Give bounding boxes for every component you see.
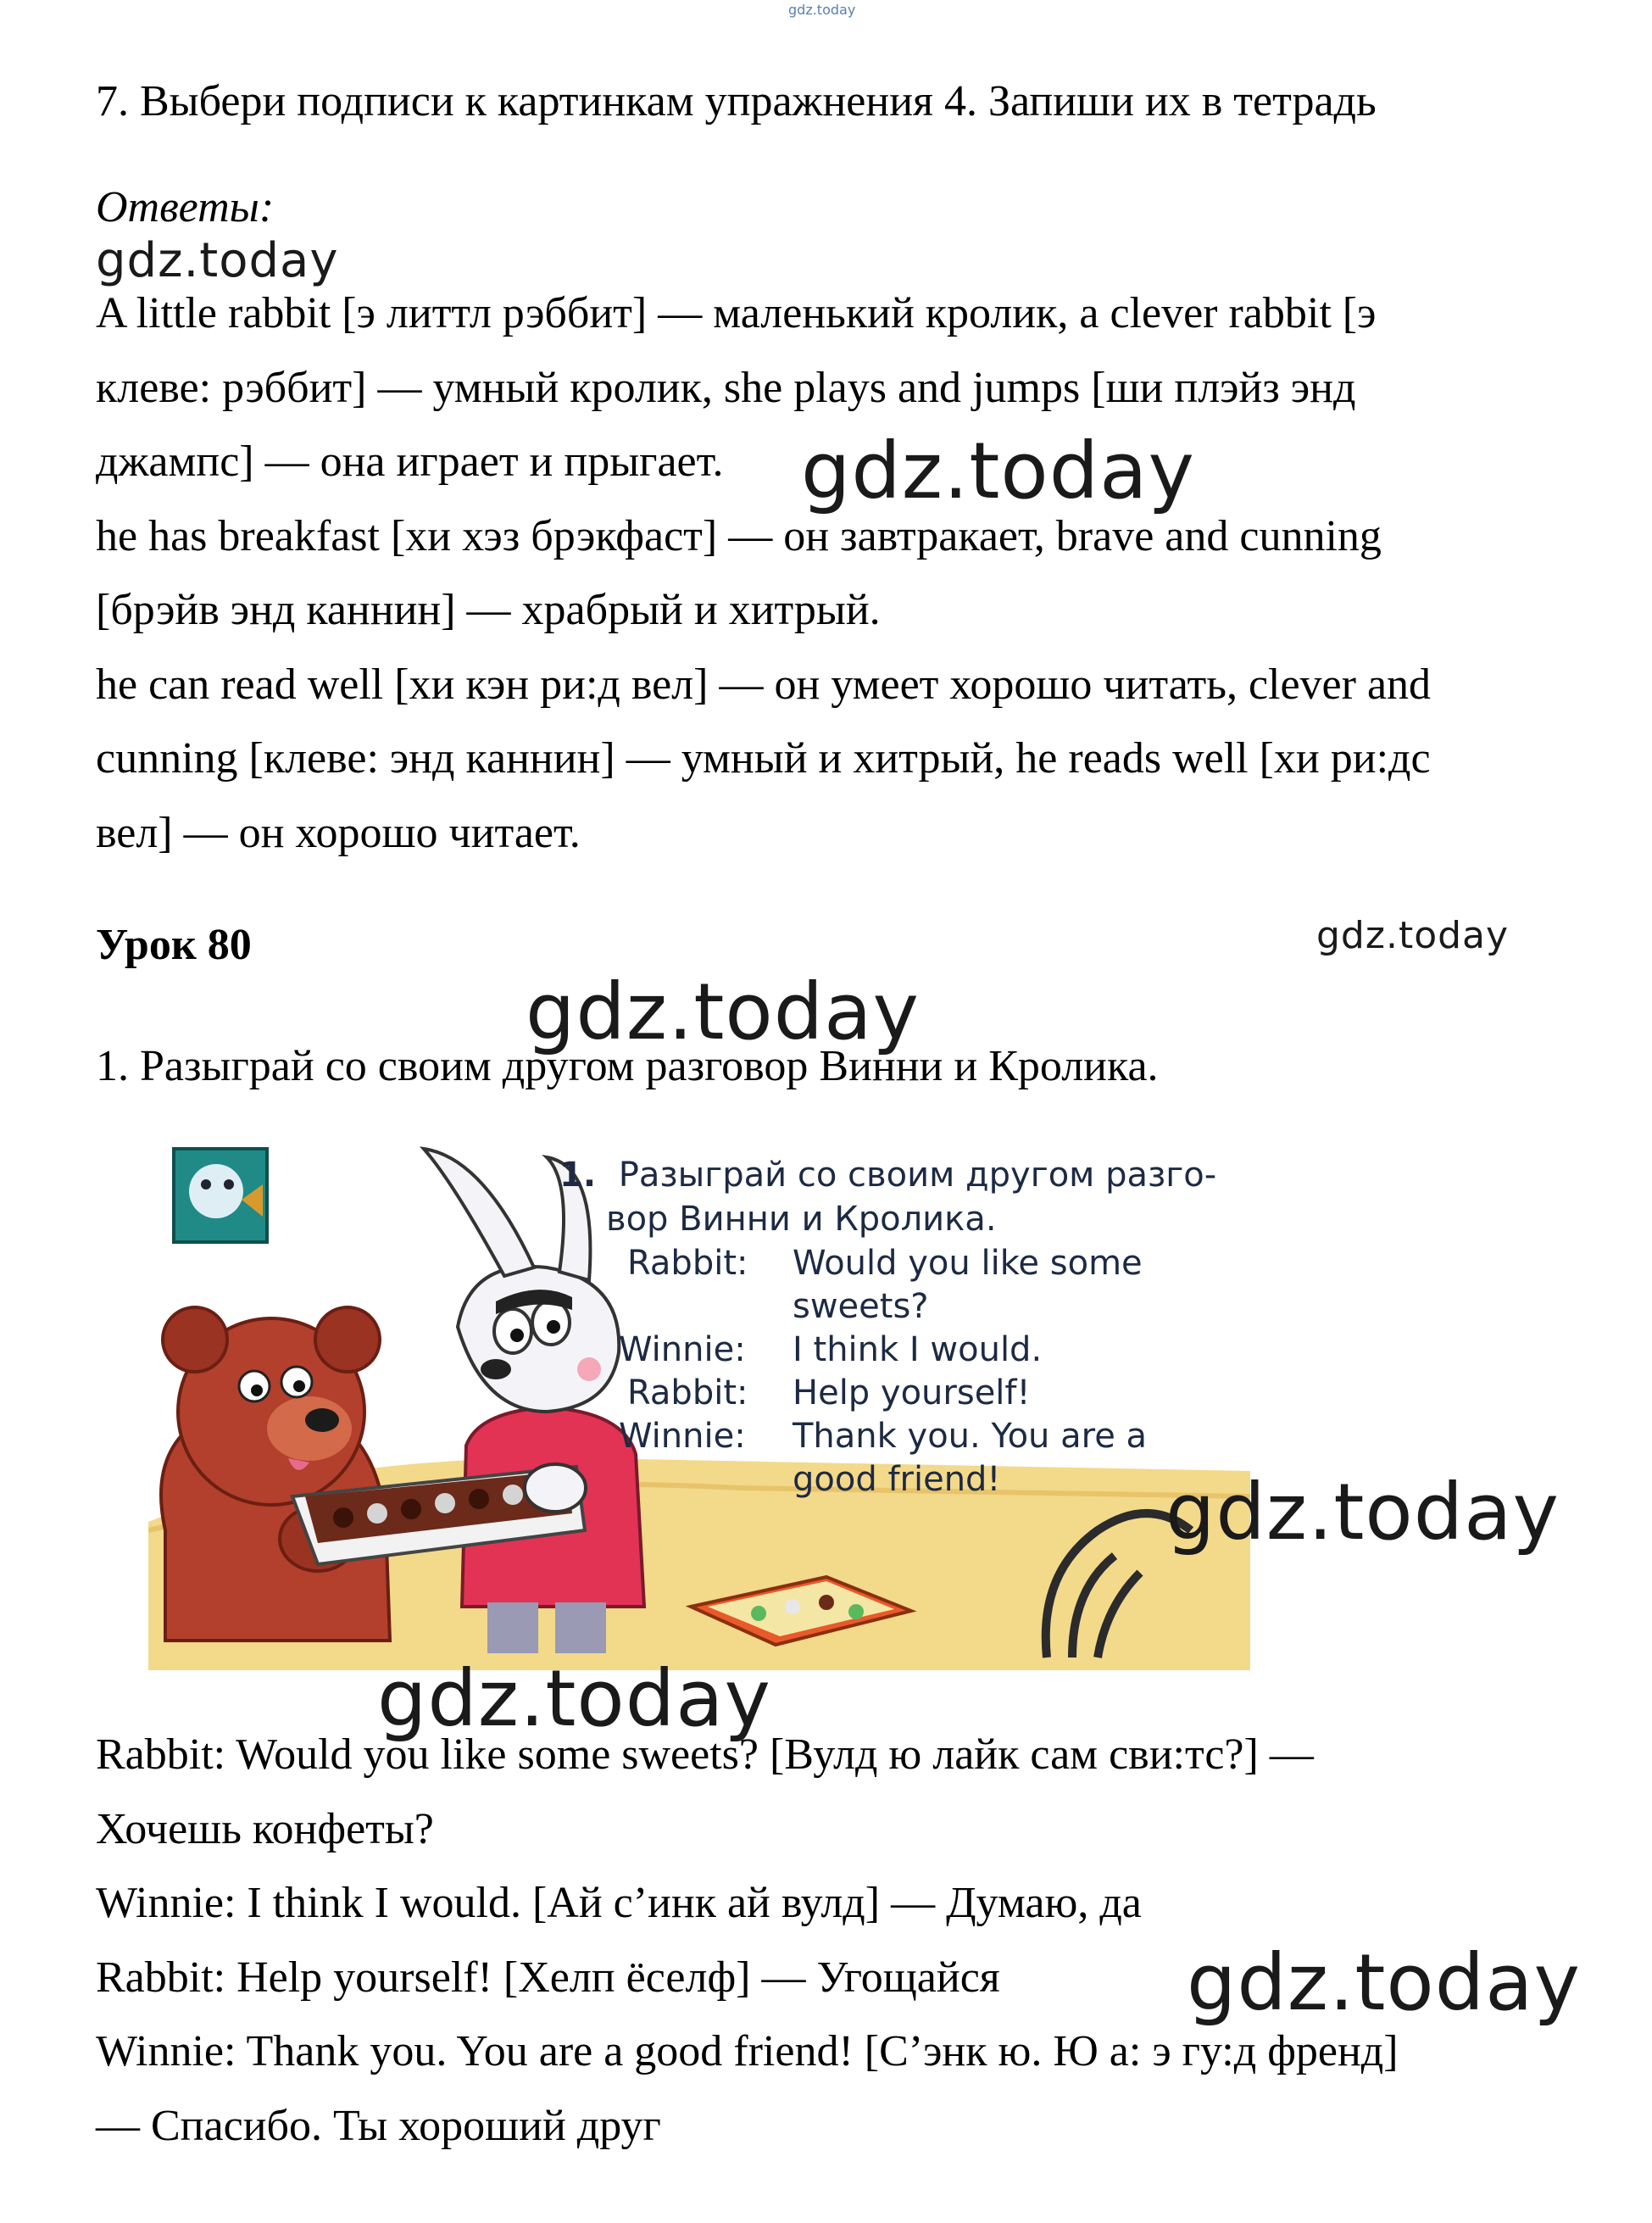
answer-line: клеве: рэббит] — умный кролик, she plays and jumps [ши плэйз энд	[96, 364, 1356, 412]
answer-line: he can read well [хи кэн ри:д вел] — он умеет хорошо читать, clever and	[96, 660, 1432, 709]
watermark: gdz.today	[526, 967, 920, 1057]
watermark: gdz.today	[1187, 1937, 1581, 2028]
answer-line: cunning [клеве: энд каннин] — умный и хитрый, he reads well [хи ри:дс	[96, 734, 1431, 783]
dialogue-speaker: Rabbit:	[627, 1244, 748, 1283]
dialogue-text: good friend!	[793, 1460, 1001, 1499]
translation-line: Хочешь конфеты?	[96, 1805, 434, 1853]
dialogue-text: I think I would.	[793, 1330, 1043, 1369]
translation-line: — Спасибо. Ты хороший друг	[96, 2102, 661, 2150]
dialogue-speaker: Rabbit:	[627, 1373, 748, 1412]
answer-line: джампс] — она играет и прыгает.	[96, 437, 724, 486]
translation-line: Winnie: I think I would. [Ай с’инк ай вулд] — Думаю, да	[96, 1879, 1142, 1927]
dialogue-text: Thank you. You are a	[793, 1417, 1148, 1456]
dialogue-text: Would you like some	[793, 1244, 1143, 1283]
textbook-instruction: вор Винни и Кролика.	[606, 1200, 997, 1239]
dialogue-speaker: Winnie:	[619, 1330, 746, 1369]
dialogue-speaker: Winnie:	[619, 1417, 746, 1456]
translation-line: Rabbit: Help yourself! [Хелп ёселф] — Угощайся	[96, 1953, 1000, 2002]
watermark: gdz.today	[1165, 1467, 1560, 1557]
dialogue-text: Help yourself!	[793, 1373, 1031, 1412]
translation-line: Winnie: Thank you. You are a good friend! [С’энк ю. Ю а: э гу:д френд]	[96, 2027, 1399, 2075]
translation-line: Rabbit: Would you like some sweets? [Вулд ю лайк сам сви:тс?] —	[96, 1730, 1314, 1779]
watermark: gdz.today	[377, 1653, 771, 1744]
textbook-illustration	[148, 1132, 1250, 1670]
textbook-exercise-number: 1.	[559, 1156, 597, 1195]
answer-line: вел] — он хорошо читает.	[96, 809, 581, 857]
answer-line: A little rabbit [э литтл рэббит] — маленький кролик, a clever rabbit [э	[96, 289, 1377, 337]
watermark: gdz.today	[1316, 914, 1510, 957]
watermark: gdz.today	[801, 426, 1195, 516]
dialogue-text: sweets?	[793, 1287, 929, 1326]
answer-line: he has breakfast [хи хэз брэкфаст] — он завтракает, brave and cunning	[96, 512, 1382, 560]
exercise-1-title: 1. Разыграй со своим другом разговор Винни и Кролика.	[96, 1042, 1159, 1090]
answers-label: Ответы:	[96, 183, 275, 231]
watermark: gdz.today	[96, 233, 339, 288]
exercise-7-title: 7. Выбери подписи к картинкам упражнения 4. Запиши их в тетрадь	[96, 77, 1377, 125]
header-watermark: gdz.today	[788, 2, 856, 18]
answer-line: [брэйв энд каннин] — храбрый и хитрый.	[96, 586, 881, 634]
textbook-instruction: Разыграй со своим другом разго-	[618, 1156, 1217, 1195]
lesson-title: Урок 80	[96, 921, 252, 969]
